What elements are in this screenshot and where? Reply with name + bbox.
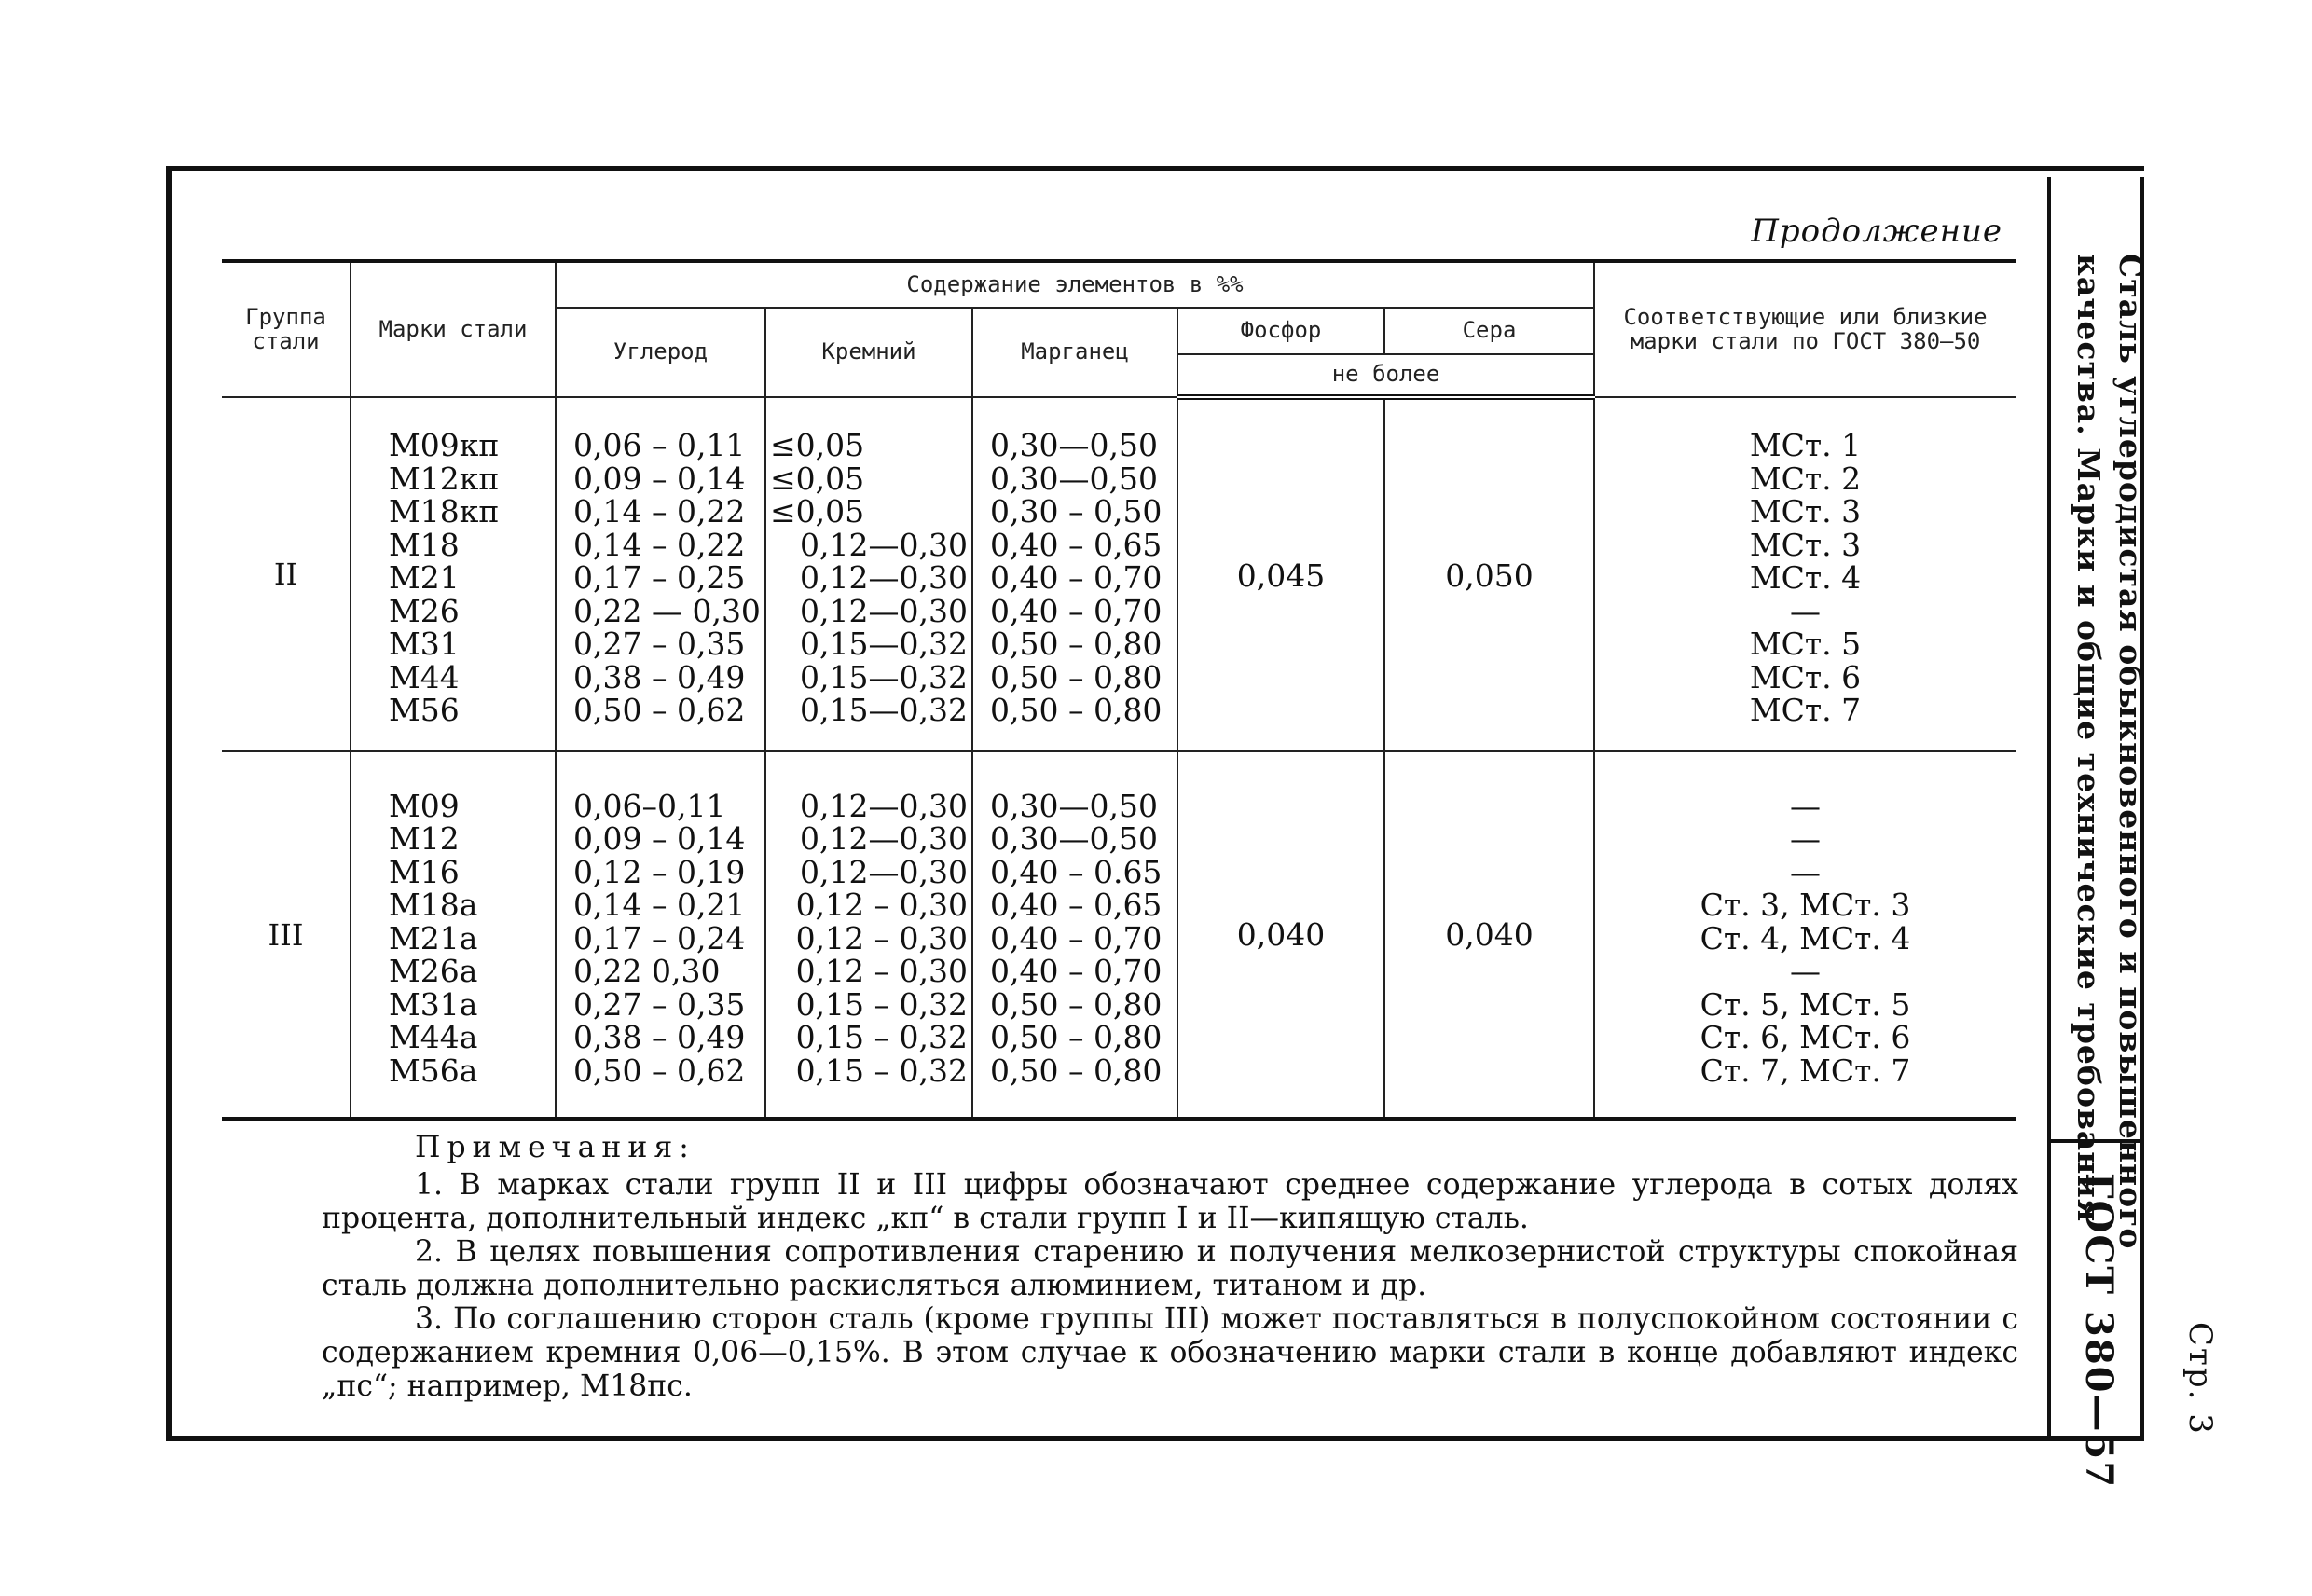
brand-cell xyxy=(351,397,556,751)
gost-equiv: Ст. 3, МСт. 3 xyxy=(1700,887,1911,924)
silicon-value: 0,12 – 0,30 xyxy=(795,887,968,924)
header-carbon: Углерод xyxy=(556,308,765,397)
gost-equiv: МСт. 1 xyxy=(1749,427,1862,464)
silicon-value: 0,15 – 0,32 xyxy=(795,1019,968,1056)
silicon-cell xyxy=(765,751,972,1119)
gost-equiv: МСт. 3 xyxy=(1749,493,1862,530)
carbon-value: 0,27 – 0,35 xyxy=(573,985,746,1023)
continuation-label: Продолжение xyxy=(1751,213,2002,250)
header-phosphorus: Фосфор xyxy=(1177,308,1384,354)
carbon-value: 0,06 – 0,11 xyxy=(573,427,746,464)
silicon-value: 0,12—0,30 xyxy=(800,526,968,563)
silicon-value: 0,12—0,30 xyxy=(800,820,968,858)
carbon-value: 0,17 – 0,24 xyxy=(573,919,746,956)
gost-equiv: Ст. 7, МСт. 7 xyxy=(1700,1052,1911,1089)
brand: М21а xyxy=(389,919,478,956)
side-title-line-2: качества. Марки и общие технические требования xyxy=(2071,254,2107,1223)
carbon-value: 0,22 — 0,30 xyxy=(573,592,761,629)
silicon-value: 0,12 – 0,30 xyxy=(795,919,968,956)
carbon-cell xyxy=(556,397,765,751)
note-1: 1. В марках стали групп II и III цифры обозначают среднее содержание углерода в сотых долях процента, дополнительный индекс „кп“ в стали групп I и II—кипящую сталь. xyxy=(322,1168,2018,1235)
carbon-value: 0,06–0,11 xyxy=(573,787,726,824)
side-gost-label: ГОСТ 380—57 xyxy=(2077,1173,2121,1490)
manganese-value: 0,30—0,50 xyxy=(990,460,1158,497)
carbon-value: 0,14 – 0,22 xyxy=(573,526,746,563)
gost-equiv: Ст. 5, МСт. 5 xyxy=(1700,985,1911,1023)
table-row xyxy=(222,751,2016,1119)
manganese-value: 0,40 – 0,65 xyxy=(990,526,1163,563)
manganese-value: 0,50 – 0,80 xyxy=(990,1019,1163,1056)
brand: М09кп xyxy=(389,427,500,464)
silicon-value: 0,12—0,30 xyxy=(800,853,968,890)
manganese-value: 0,40 – 0,70 xyxy=(990,953,1163,990)
brand: М12кп xyxy=(389,460,500,497)
silicon-value: 0,12—0,30 xyxy=(800,592,968,629)
gost-equiv: Ст. 4, МСт. 4 xyxy=(1700,919,1911,956)
manganese-cell xyxy=(972,751,1177,1119)
silicon-value: 0,15 – 0,32 xyxy=(795,985,968,1023)
gost-equiv: МСт. 4 xyxy=(1749,559,1862,597)
silicon-value: ≤0,05 xyxy=(770,460,865,497)
steel-grades-table xyxy=(222,259,2016,1121)
manganese-value: 0,50 – 0,80 xyxy=(990,692,1163,729)
manganese-value: 0,40 – 0,65 xyxy=(990,887,1163,924)
carbon-value: 0,17 – 0,25 xyxy=(573,559,746,597)
manganese-cell xyxy=(972,397,1177,751)
brand: М56 xyxy=(389,692,460,729)
phosphorus-cell: 0,040 xyxy=(1177,751,1384,1119)
manganese-value: 0,50 – 0,80 xyxy=(990,626,1163,663)
silicon-cell xyxy=(765,397,972,751)
header-brand: Марки стали xyxy=(351,261,556,397)
header-sulfur: Сера xyxy=(1384,308,1594,354)
gost-equiv: — xyxy=(1790,820,1822,858)
manganese-value: 0,50 – 0,80 xyxy=(990,985,1163,1023)
brand: М44 xyxy=(389,658,460,695)
brand: М09 xyxy=(389,787,460,824)
silicon-value: ≤0,05 xyxy=(770,493,865,530)
manganese-value: 0,50 – 0,80 xyxy=(990,658,1163,695)
gost-equiv: — xyxy=(1790,953,1822,990)
carbon-value: 0,14 – 0,22 xyxy=(573,493,746,530)
note-3: 3. По соглашению сторон сталь (кроме группы III) может поставляться в полуспокойном состоянии с содержанием кремния 0,06—0,15%. В этом случае к обозначению марки стали в конце добавляют индекс „пс“; например, М18пс. xyxy=(322,1302,2018,1403)
carbon-value: 0,22 0,30 xyxy=(573,953,721,990)
brand: М18кп xyxy=(389,493,500,530)
gost-equiv: Ст. 6, МСт. 6 xyxy=(1700,1019,1911,1056)
carbon-value: 0,27 – 0,35 xyxy=(573,626,746,663)
gost-equiv-cell xyxy=(1594,397,2016,751)
page-number: Стр. 3 xyxy=(2181,1322,2219,1436)
gost-equiv: — xyxy=(1790,787,1822,824)
carbon-value: 0,12 – 0,19 xyxy=(573,853,746,890)
brand: М21 xyxy=(389,559,460,597)
carbon-value: 0,09 – 0,14 xyxy=(573,460,746,497)
silicon-value: 0,15—0,32 xyxy=(800,692,968,729)
header-group: Группа стали xyxy=(222,261,351,397)
brand: М31 xyxy=(389,626,460,663)
gost-equiv-cell xyxy=(1594,751,2016,1119)
header-gost-equiv: Соответствующие или близкие марки стали по ГОСТ 380—50 xyxy=(1594,261,2016,397)
brand: М44а xyxy=(389,1019,478,1056)
silicon-value: 0,12—0,30 xyxy=(800,787,968,824)
brand: М18а xyxy=(389,887,478,924)
manganese-value: 0,30—0,50 xyxy=(990,427,1158,464)
brand: М26а xyxy=(389,953,478,990)
carbon-value: 0,09 – 0,14 xyxy=(573,820,746,858)
manganese-value: 0,30 – 0,50 xyxy=(990,493,1163,530)
brand: М16 xyxy=(389,853,460,890)
brand: М18 xyxy=(389,526,460,563)
side-title-line-1: Сталь углеродистая обыкновенного и повышенного xyxy=(2112,254,2149,1250)
carbon-value: 0,50 – 0,62 xyxy=(573,1052,746,1089)
carbon-value: 0,50 – 0,62 xyxy=(573,692,746,729)
group-cell: II xyxy=(222,397,351,751)
gost-equiv: МСт. 2 xyxy=(1749,460,1862,497)
manganese-value: 0,30—0,50 xyxy=(990,820,1158,858)
carbon-value: 0,14 – 0,21 xyxy=(573,887,746,924)
phosphorus-cell: 0,045 xyxy=(1177,397,1384,751)
manganese-value: 0,50 – 0,80 xyxy=(990,1052,1163,1089)
manganese-value: 0,40 – 0,70 xyxy=(990,559,1163,597)
gost-equiv: МСт. 5 xyxy=(1749,626,1862,663)
carbon-cell xyxy=(556,751,765,1119)
header-max: не более xyxy=(1177,354,1594,397)
table-row xyxy=(222,397,2016,751)
brand: М12 xyxy=(389,820,460,858)
gost-equiv: — xyxy=(1790,592,1822,629)
silicon-value: 0,12 – 0,30 xyxy=(795,953,968,990)
header-manganese: Марганец xyxy=(972,308,1177,397)
brand: М26 xyxy=(389,592,460,629)
brand: М56а xyxy=(389,1052,478,1089)
header-silicon: Кремний xyxy=(765,308,972,397)
manganese-value: 0,40 – 0,70 xyxy=(990,919,1163,956)
manganese-value: 0,30—0,50 xyxy=(990,787,1158,824)
sulfur-cell: 0,050 xyxy=(1384,397,1594,751)
carbon-value: 0,38 – 0,49 xyxy=(573,658,746,695)
silicon-value: ≤0,05 xyxy=(770,427,865,464)
notes-title: Примечания: xyxy=(415,1131,695,1164)
header-content: Содержание элементов в %% xyxy=(556,261,1594,308)
group-cell: III xyxy=(222,751,351,1119)
sulfur-cell: 0,040 xyxy=(1384,751,1594,1119)
silicon-value: 0,12—0,30 xyxy=(800,559,968,597)
silicon-value: 0,15—0,32 xyxy=(800,658,968,695)
note-2: 2. В целях повышения сопротивления старению и получения мелкозернистой структуры спокойная сталь должна дополнительно раскисляться алюминием, титаном и др. xyxy=(322,1235,2018,1302)
manganese-value: 0,40 – 0.65 xyxy=(990,853,1163,890)
gost-equiv: МСт. 7 xyxy=(1749,692,1862,729)
brand-cell xyxy=(351,751,556,1119)
gost-equiv: МСт. 6 xyxy=(1749,658,1862,695)
gost-equiv: — xyxy=(1790,853,1822,890)
manganese-value: 0,40 – 0,70 xyxy=(990,592,1163,629)
brand: М31а xyxy=(389,985,478,1023)
silicon-value: 0,15 – 0,32 xyxy=(795,1052,968,1089)
silicon-value: 0,15—0,32 xyxy=(800,626,968,663)
gost-equiv: МСт. 3 xyxy=(1749,526,1862,563)
carbon-value: 0,38 – 0,49 xyxy=(573,1019,746,1056)
notes xyxy=(322,1131,2018,1403)
